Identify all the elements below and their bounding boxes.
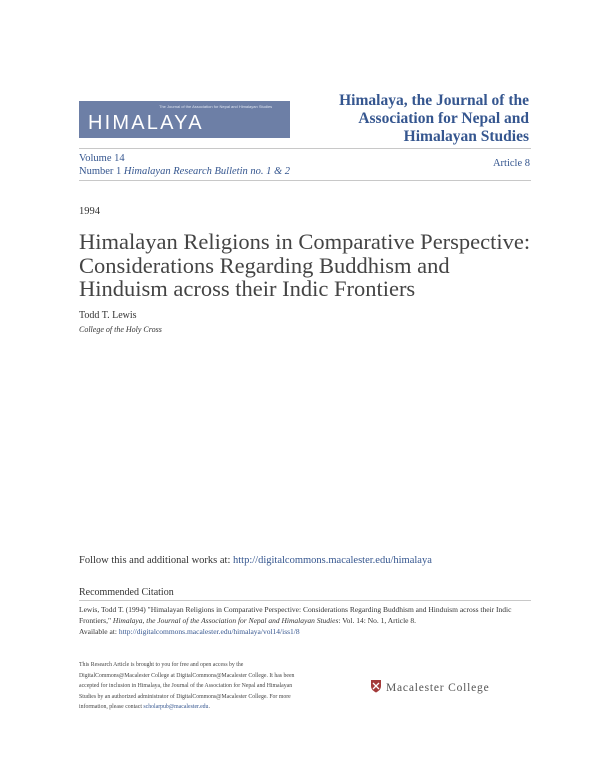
number-label: Number 1 (79, 166, 122, 177)
citation-body: Lewis, Todd T. (1994) "Himalayan Religions in Comparative Perspective: Considerations Regarding Buddhism and Hinduism across their Indic Frontiers," (79, 605, 512, 625)
collection-link[interactable]: http://digitalcommons.macalester.edu/himalaya (233, 555, 432, 566)
header-divider-bottom (79, 180, 531, 181)
himalaya-banner-logo (79, 101, 290, 138)
banner-wordmark: HIMALAYA (88, 112, 204, 134)
rights-end: . (208, 704, 210, 711)
citation-heading: Recommended Citation (79, 587, 174, 598)
contact-email-link[interactable]: scholarpub@macalester.edu (143, 704, 209, 711)
citation-journal: Himalaya, the Journal of the Association for Nepal and Himalayan Studies (112, 616, 339, 625)
journal-title-line: Himalaya, the Journal of the (339, 92, 529, 109)
available-label: Available at: (79, 627, 119, 636)
citation-text (79, 604, 534, 637)
college-name: Macalester College (386, 682, 490, 694)
rights-statement (79, 660, 299, 713)
title-line: Himalayan Religions in Comparative Perspective: (79, 229, 531, 254)
article-number: Article 8 (492, 158, 530, 169)
volume-info (79, 152, 290, 178)
citation-volume: : Vol. 14: No. 1, Article 8. (338, 616, 417, 625)
journal-title-line: Himalayan Studies (403, 128, 529, 145)
journal-title-line: Association for Nepal and (358, 110, 529, 127)
follow-prefix: Follow this and additional works at: (79, 555, 233, 566)
journal-title[interactable] (299, 92, 529, 146)
rights-text: This Research Article is brought to you for free and open access by the DigitalCommons@Macalester College at DigitalCommons@Macalester College. It has been accepted for inclusion in Himalaya, the Journal of the Association for Nepal and Himalayan Studies by an authorized administrator of DigitalCommons@Macalester College. For more information, please contact (79, 662, 295, 711)
header-divider (79, 148, 531, 149)
author-affiliation: College of the Holy Cross (79, 325, 162, 334)
college-crest-icon (370, 679, 382, 698)
publication-year: 1994 (79, 206, 100, 217)
title-line: Considerations Regarding Buddhism and (79, 252, 450, 278)
follow-line (79, 555, 432, 566)
citation-divider (79, 600, 531, 601)
paper-title (79, 230, 549, 301)
issue-link[interactable] (79, 165, 290, 178)
macalester-logo[interactable] (370, 680, 490, 696)
title-line: Hinduism across their Indic Frontiers (79, 276, 416, 301)
article-link[interactable]: http://digitalcommons.macalester.edu/himalaya/vol14/iss1/8 (118, 627, 300, 636)
issue-title: Himalayan Research Bulletin no. 1 & 2 (123, 166, 291, 177)
author-name: Todd T. Lewis (79, 310, 137, 321)
banner-tagline: The Journal of the Association for Nepal and Himalayan Studies (159, 104, 273, 109)
volume-link[interactable]: Volume 14 (79, 153, 125, 164)
